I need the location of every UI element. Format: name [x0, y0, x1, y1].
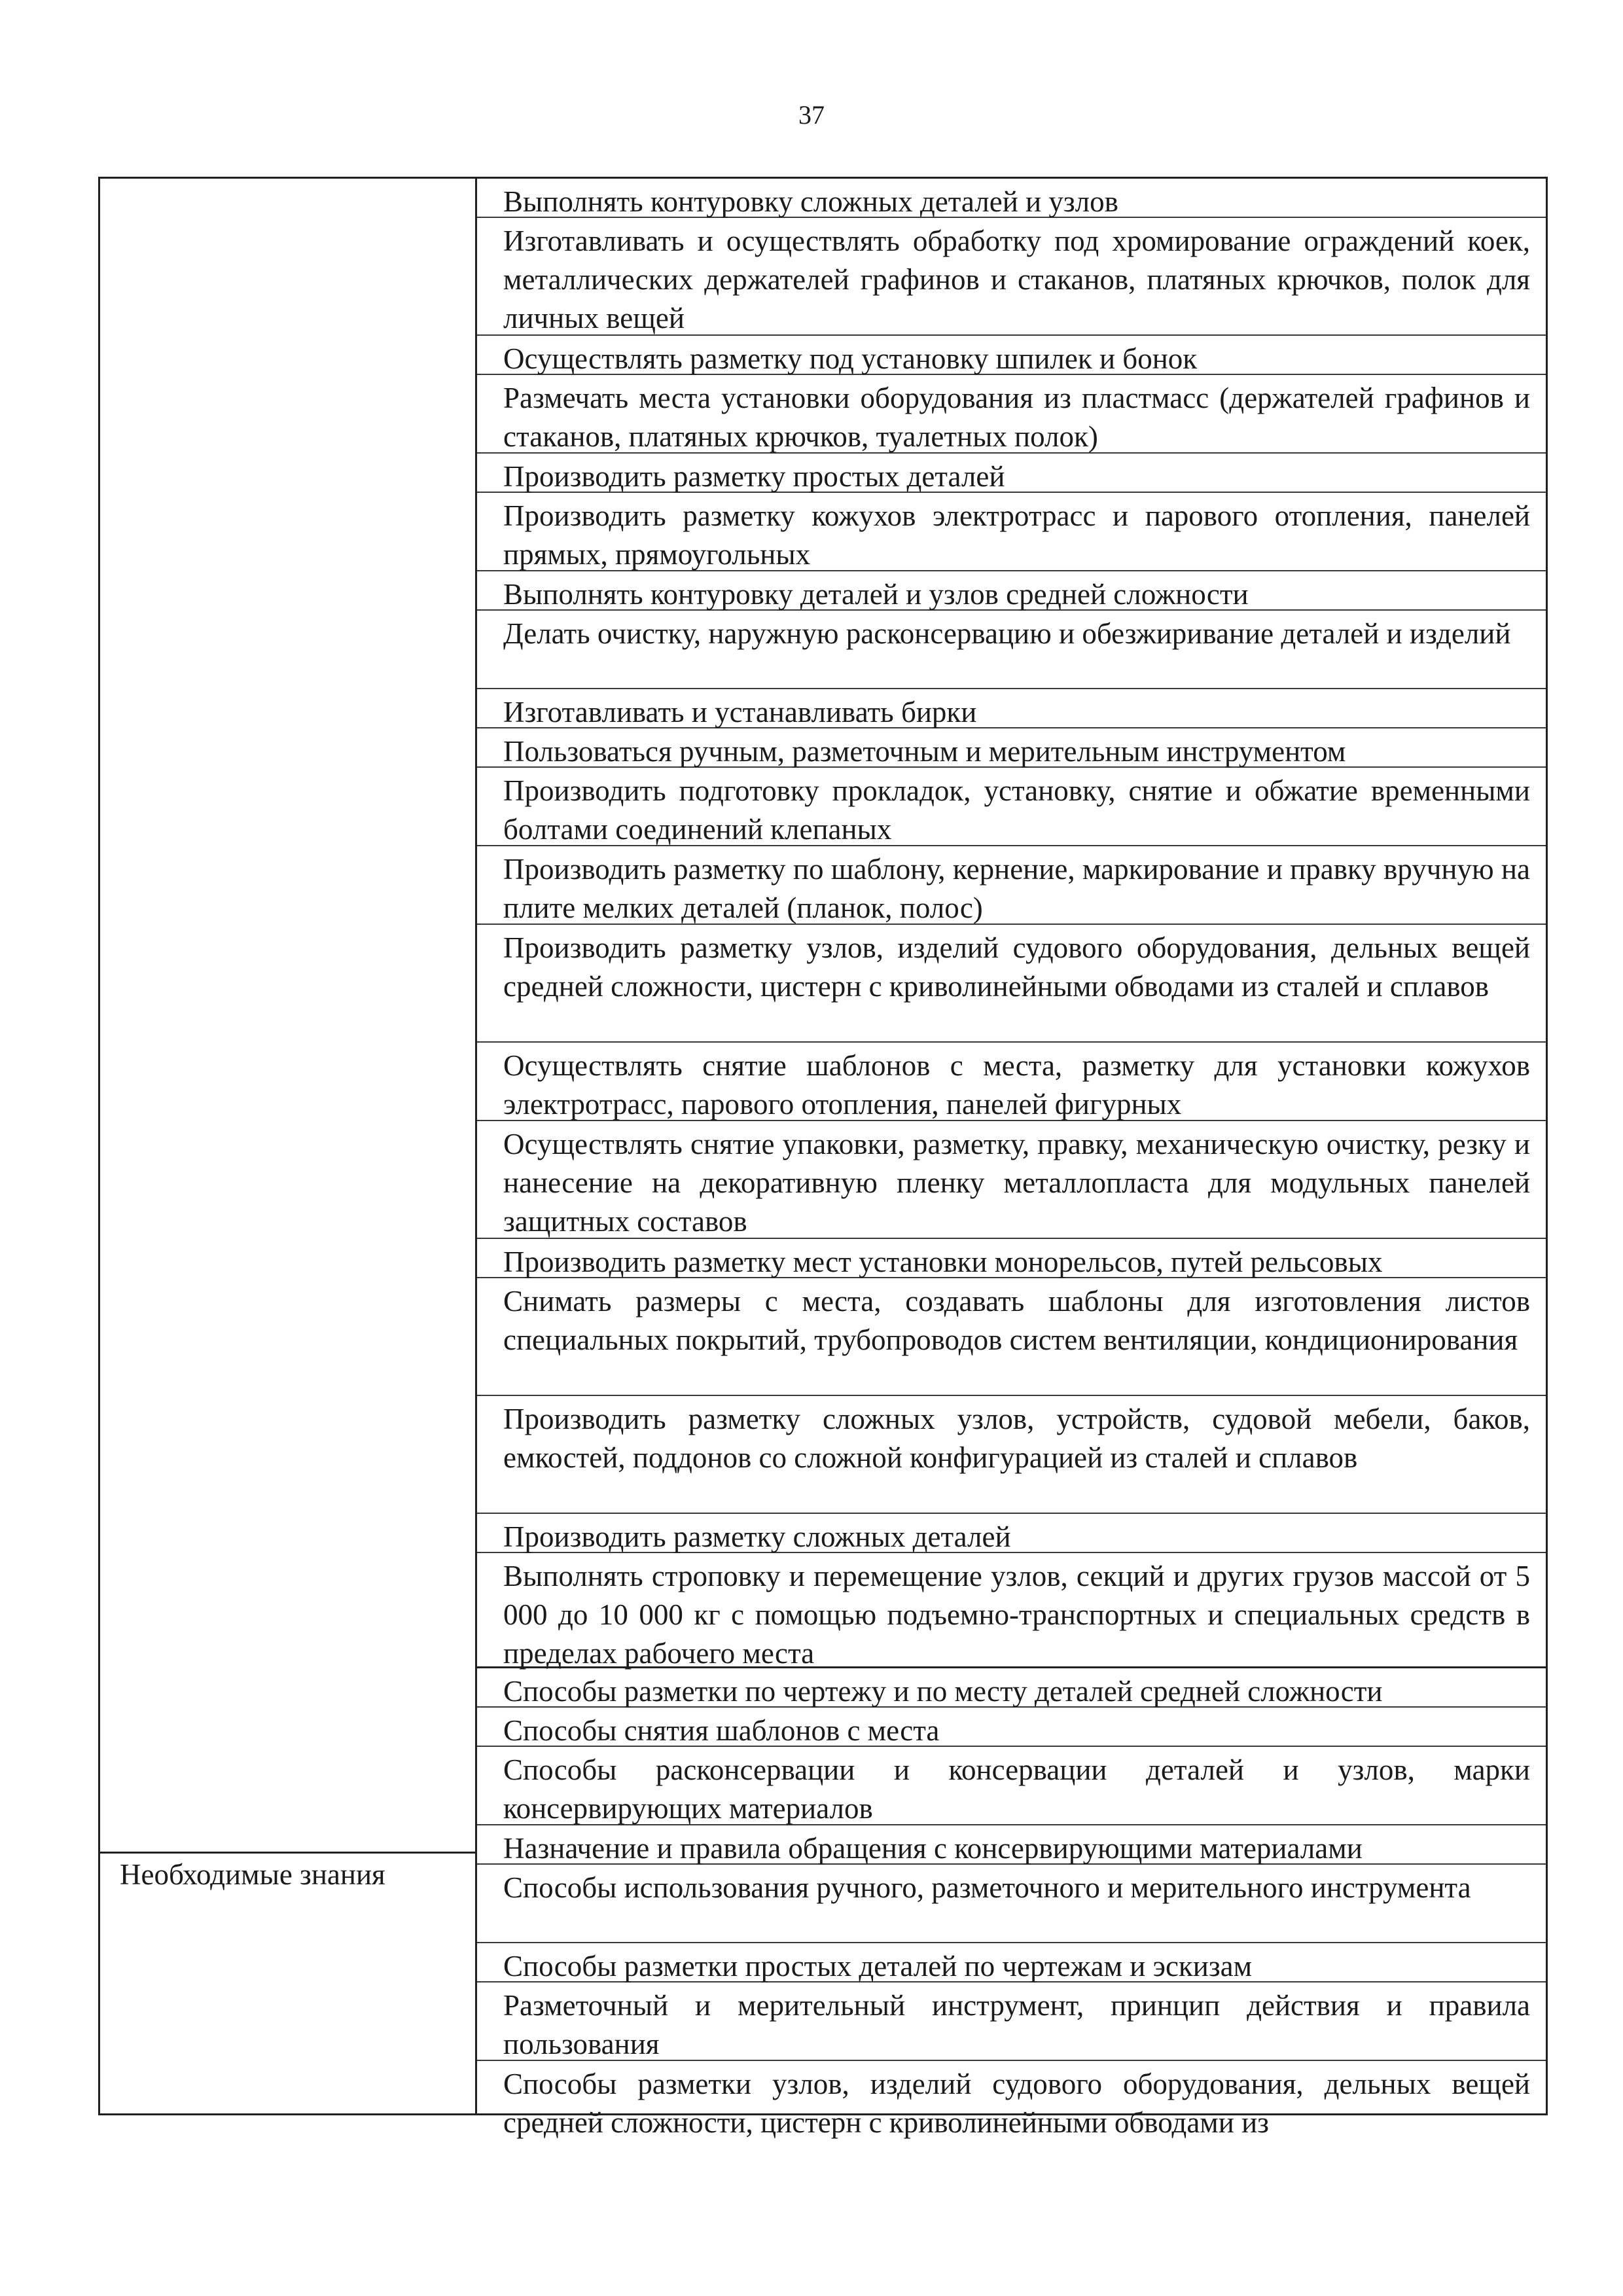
skill-row: Производить разметку сложных деталей [477, 1514, 1546, 1553]
skill-row: Производить разметку по шаблону, кернение, маркирование и правку вручную на плите мелких деталей (планок, полос) [477, 846, 1546, 925]
skill-row: Производить разметку мест установки монорельсов, путей рельсовых [477, 1239, 1546, 1278]
skill-row: Выполнять контуровку деталей и узлов средней сложности [477, 571, 1546, 611]
skill-row: Изготавливать и осуществлять обработку под хромирование ограждений коек, металлических держателей графинов и стаканов, платяных крючков, полок для личных вещей [477, 218, 1546, 336]
page-number: 37 [798, 100, 825, 130]
skill-row: Производить разметку кожухов электротрасс и парового отопления, панелей прямых, прямоугольных [477, 493, 1546, 571]
knowledge-row: Способы расконсервации и консервации деталей и узлов, марки консервирующих материалов [477, 1747, 1546, 1825]
knowledge-label: Необходимые знания [120, 1858, 385, 1891]
skill-row: Производить разметку сложных узлов, устройств, судовой мебели, баков, емкостей, поддонов со сложной конфигурацией из сталей и сплавов [477, 1396, 1546, 1514]
knowledge-row: Разметочный и мерительный инструмент, принцип действия и правила пользования [477, 1982, 1546, 2061]
skill-row: Снимать размеры с места, создавать шаблоны для изготовления листов специальных покрытий, трубопроводов систем вентиляции, кондиционирования [477, 1278, 1546, 1396]
skill-row: Производить разметку узлов, изделий судового оборудования, дельных вещей средней сложности, цистерн с криволинейными обводами из сталей и сплавов [477, 925, 1546, 1043]
competency-table [98, 177, 1548, 2139]
skill-row: Осуществлять снятие шаблонов с места, разметку для установки кожухов электротрасс, парового отопления, панелей фигурных [477, 1043, 1546, 1121]
skill-row: Выполнять контуровку сложных деталей и узлов [477, 179, 1546, 218]
skill-row: Производить разметку простых деталей [477, 454, 1546, 493]
skill-row: Пользоваться ручным, разметочным и мерительным инструментом [477, 728, 1546, 768]
skill-row: Производить подготовку прокладок, установку, снятие и обжатие временными болтами соединений клепаных [477, 768, 1546, 846]
skill-row: Изготавливать и устанавливать бирки [477, 689, 1546, 728]
table-right-column [477, 179, 1546, 2137]
skill-row: Осуществлять разметку под установку шпилек и бонок [477, 336, 1546, 375]
table-left-column [100, 179, 477, 2113]
skill-row: Осуществлять снятие упаковки, разметку, правку, механическую очистку, резку и нанесение на декоративную пленку металлопласта для модульных панелей защитных составов [477, 1121, 1546, 1239]
row-divider [100, 1852, 477, 1854]
knowledge-row: Способы разметки узлов, изделий судового оборудования, дельных вещей средней сложности, цистерн с криволинейными обводами из [503, 2068, 1530, 2139]
skill-row: Делать очистку, наружную расконсервацию и обезжиривание деталей и изделий [477, 611, 1546, 689]
knowledge-row: Способы снятия шаблонов с места [477, 1708, 1546, 1747]
knowledge-row: Способы разметки по чертежу и по месту деталей средней сложности [477, 1668, 1546, 1708]
knowledge-row: Способы использования ручного, разметочного и мерительного инструмента [477, 1865, 1546, 1943]
knowledge-row: Назначение и правила обращения с консервирующими материалами [477, 1825, 1546, 1865]
skill-row: Размечать места установки оборудования из пластмасс (держателей графинов и стаканов, платяных крючков, туалетных полок) [477, 375, 1546, 454]
knowledge-row: Способы разметки простых деталей по чертежам и эскизам [477, 1943, 1546, 1982]
skill-row: Выполнять строповку и перемещение узлов, секций и других грузов массой от 5 000 до 10 000 кг с помощью подъемно-транспортных и специальных средств в пределах рабочего места [477, 1553, 1546, 1668]
